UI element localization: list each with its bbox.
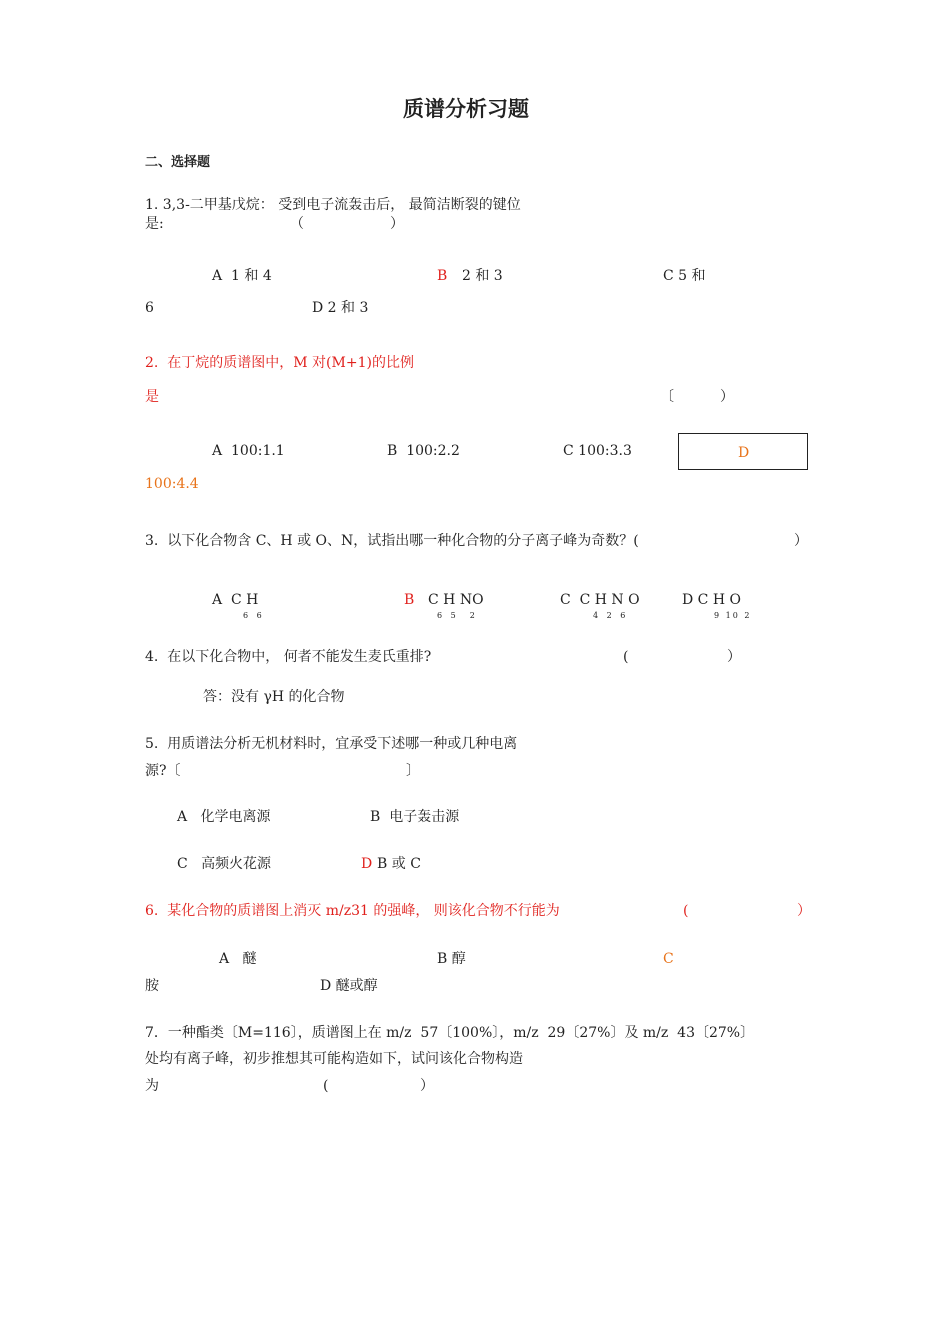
question-1-paren-open: （ — [290, 216, 304, 232]
question-5-option-c: C 高频火花源 — [177, 856, 272, 872]
question-3-text: 3. 以下化合物含 C、H 或 O、N，试指出哪一种化合物的分子离子峰为奇数？( — [145, 533, 639, 549]
question-3-option-b-text: C H NO — [428, 592, 484, 608]
question-7-text-cont: 处均有离子峰，初步推想其可能构造如下，试问该化合物构造 — [145, 1051, 523, 1067]
question-7-paren-close: ） — [420, 1078, 434, 1094]
question-1-option-c: C 5 和 — [663, 268, 706, 284]
question-5-option-d-letter: D — [361, 856, 373, 872]
question-6-option-b: B 醇 — [437, 951, 466, 967]
question-3-option-b-letter: B — [404, 592, 415, 608]
question-3-option-a: A C H — [212, 592, 259, 608]
question-4-paren-open: ( — [623, 649, 629, 665]
question-1-text: 1. 3,3-二甲基戊烷： 受到电子流轰击后， 最简洁断裂的键位 — [145, 197, 521, 213]
question-6-paren-open: ( — [683, 903, 689, 919]
question-1-option-c-cont: 6 — [145, 300, 154, 316]
question-4-answer: 答：没有 γH 的化合物 — [203, 689, 345, 705]
question-5-option-a: A 化学电离源 — [177, 809, 271, 825]
question-1-text-cont: 是: — [145, 216, 164, 232]
question-5-option-b: B 电子轰击源 — [370, 809, 460, 825]
question-5-text-cont: 源?〔 — [145, 763, 181, 779]
question-3-option-b-subscript: 6 5 2 — [437, 611, 478, 620]
question-7-text-cont-2: 为 — [145, 1078, 159, 1094]
page-title: 质谱分析习题 — [403, 97, 529, 121]
question-7-text: 7．一种酯类〔M=116〕，质谱图上在 m/z 57〔100%〕，m/z 29〔27%〕及 m/z 43〔27%〕 — [145, 1025, 755, 1041]
question-7-paren-open: ( — [323, 1078, 329, 1094]
question-4-text: 4. 在以下化合物中， 何者不能发生麦氏重排? — [145, 649, 432, 665]
question-5-paren-close: 〕 — [406, 763, 420, 779]
question-3-paren-close: ） — [794, 533, 808, 549]
question-5-text: 5. 用质谱法分析无机材料时，宜承受下述哪一种或几种电离 — [145, 736, 518, 752]
question-2-text-cont: 是 — [145, 389, 159, 405]
question-4-paren-close: ） — [727, 649, 741, 665]
question-2-paren-close: ） — [720, 389, 734, 405]
question-6-paren-close: ） — [797, 903, 811, 919]
question-3-option-d-subscript: 9 10 2 — [714, 611, 752, 620]
question-1-option-a: A 1 和 4 — [212, 268, 272, 284]
question-5-option-d-text: B 或 C — [377, 856, 421, 872]
question-6-text: 6. 某化合物的质谱图上消灭 m/z31 的强峰， 则该化合物不行能为 — [145, 903, 560, 919]
question-1-paren-close: ） — [390, 216, 404, 232]
question-6-option-d: D 醚或醇 — [320, 978, 378, 994]
question-3-option-a-subscript: 6 6 — [243, 611, 265, 620]
question-2-option-c: C 100:3.3 — [563, 443, 632, 459]
question-3-option-d: D C H O — [682, 592, 741, 608]
question-1-option-d: D 2 和 3 — [312, 300, 369, 316]
question-2-option-a: A 100:1.1 — [212, 443, 285, 459]
question-2-option-b: B 100:2.2 — [387, 443, 460, 459]
section-heading: 二、选择题 — [145, 155, 211, 170]
question-2-paren-open: 〔 — [660, 389, 674, 405]
question-6-option-a: A 醚 — [219, 951, 257, 967]
question-3-option-c-subscript: 4 2 6 — [593, 611, 629, 620]
question-1-option-b-letter: B — [437, 268, 448, 284]
question-2-option-d-value: 100:4.4 — [145, 476, 199, 492]
question-6-option-c-letter: C — [663, 951, 674, 967]
question-3-option-c: C C H N O — [560, 592, 640, 608]
question-1-option-b-text: 2 和 3 — [462, 268, 503, 284]
question-2-text: 2. 在丁烷的质谱图中，M 对(M+1)的比例 — [145, 355, 414, 371]
question-2-option-d-letter: D — [738, 445, 750, 461]
question-6-option-c-cont: 胺 — [145, 978, 159, 994]
